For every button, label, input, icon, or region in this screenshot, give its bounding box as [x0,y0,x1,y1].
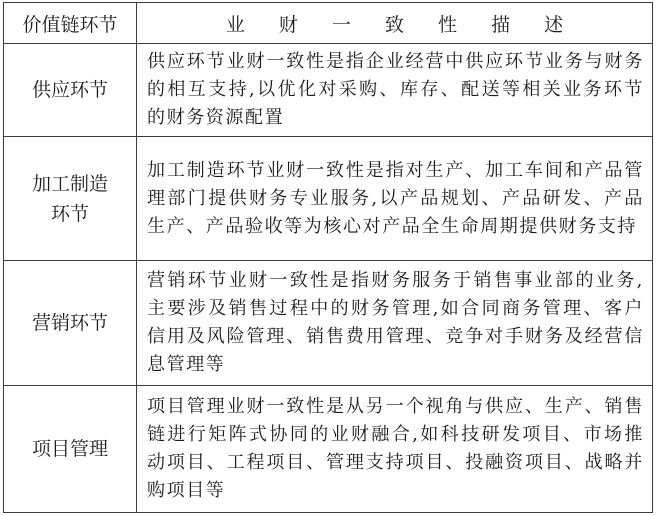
description-cell: 项目管理业财一致性是从另一个视角与供应、生产、销售链进行矩阵式协同的业财融合,如科技研发项目、市场推动项目、工程项目、管理支持项目、投融资项目、战略并购项目等 [137,386,653,513]
stage-cell: 项目管理 [4,386,137,513]
header-description: 业 财 一 致 性 描 述 [137,3,653,44]
stage-cell: 营销环节 [4,261,137,386]
value-chain-table-container [3,2,653,513]
description-cell: 营销环节业财一致性是指财务服务于销售事业部的业务,主要涉及销售过程中的财务管理,如合同商务管理、客户信用及风险管理、销售费用管理、竞争对手财务及经营信息管理等 [137,261,653,386]
header-stage: 价值链环节 [4,3,137,44]
table-row [4,261,653,386]
table-header-row [4,3,653,44]
value-chain-table [3,2,653,513]
description-cell: 加工制造环节业财一致性是指对生产、加工车间和产品管理部门提供财务专业服务,以产品规划、产品研发、产品生产、产品验收等为核心对产品全生命周期提供财务支持 [137,137,653,261]
table-row [4,137,653,261]
table-row [4,44,653,137]
description-cell: 供应环节业财一致性是指企业经营中供应环节业务与财务的相互支持,以优化对采购、库存、配送等相关业务环节的财务资源配置 [137,44,653,137]
table-row [4,386,653,513]
stage-cell: 供应环节 [4,44,137,137]
stage-cell: 加工制造环节 [4,137,137,261]
